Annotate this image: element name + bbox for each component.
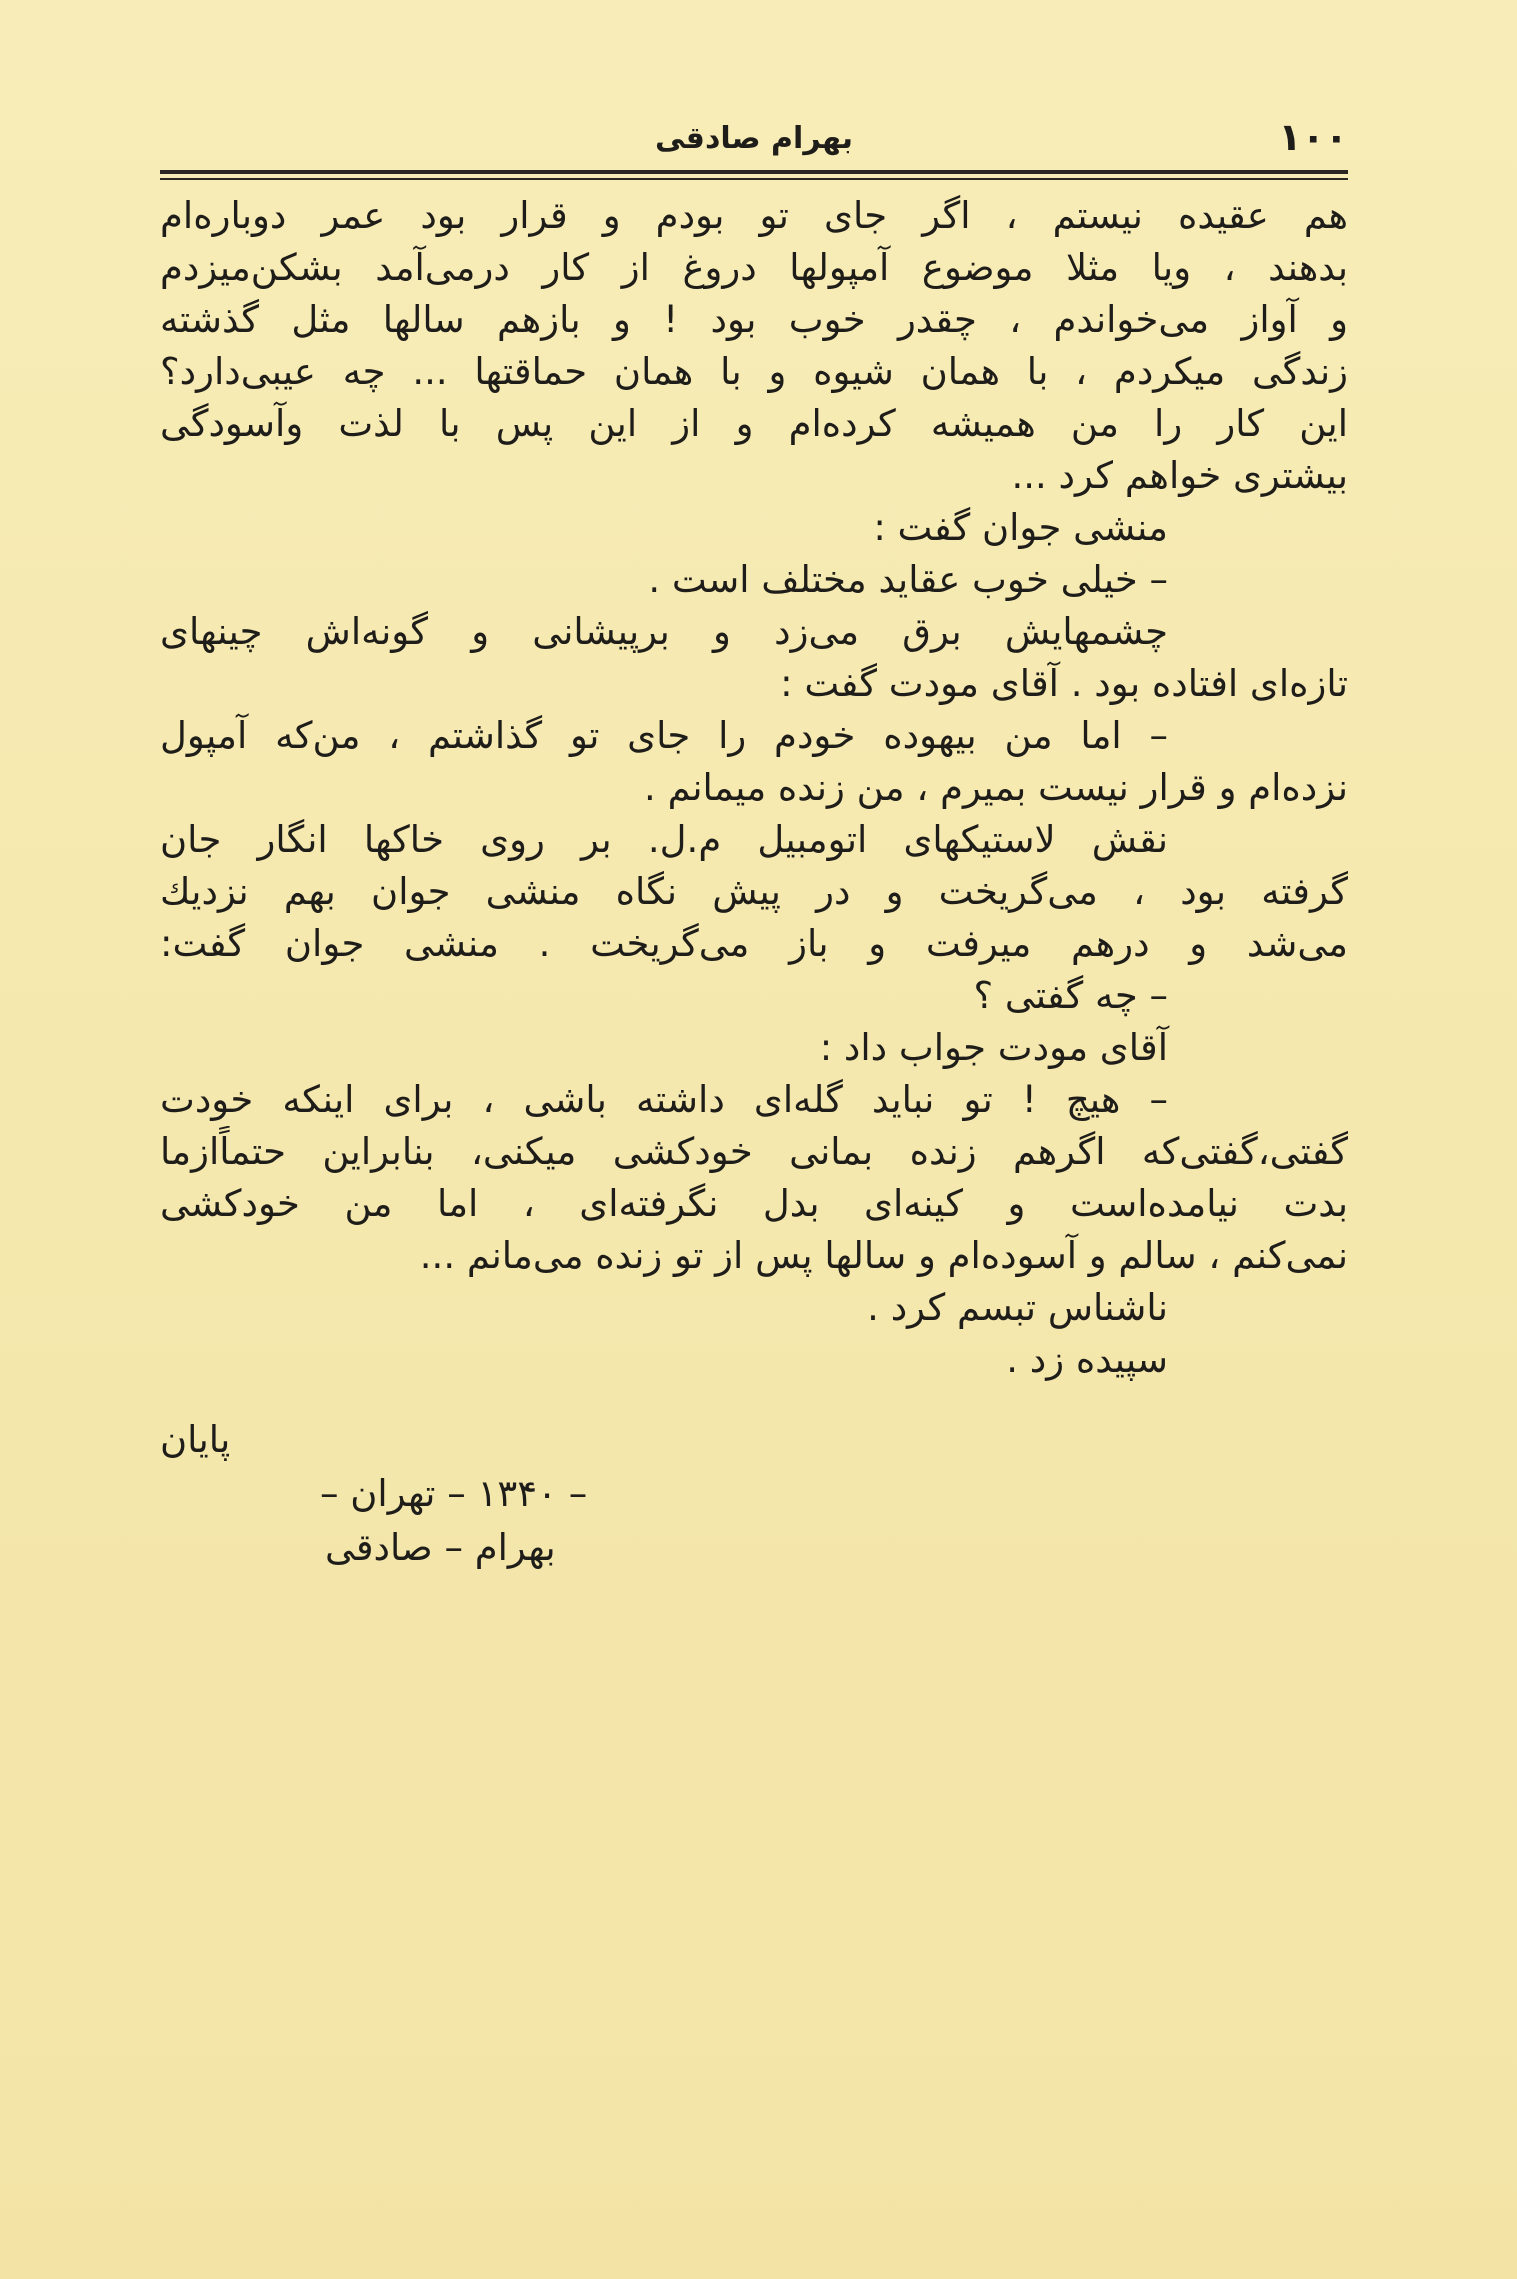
text-line: – هیچ ! تو نباید گله‌ای داشته باشی ، برای اینکه خودت <box>160 1078 1168 1121</box>
text-line: نمی‌کنم ، سالم و آسوده‌ام و سالها پس از تو زنده می‌مانم ... <box>419 1234 1348 1277</box>
text-line: سپیده زد . <box>1006 1338 1168 1381</box>
body-text <box>160 190 1348 1386</box>
text-line: – اما من بیهوده خودم را جای تو گذاشتم ، من‌که آمپول <box>160 714 1168 757</box>
text-line: بدهند ، ویا مثلا موضوع آمپولها دروغ از کار درمی‌آمد بشکن‌میزدم <box>160 246 1348 289</box>
place-date: – ۱۳۴۰ – تهران – <box>320 1472 588 1515</box>
text-line: منشی جوان گفت : <box>873 506 1168 549</box>
page-number: ۱۰۰ <box>1278 115 1348 159</box>
text-line: تازه‌ای افتاده بود . آقای مودت گفت : <box>780 662 1348 705</box>
author-signature: بهرام – صادقی <box>325 1526 556 1569</box>
text-line: زندگی میکردم ، با همان شیوه و با همان حماقتها ... چه عیبی‌دارد؟ <box>160 350 1348 393</box>
text-line: – خیلی خوب عقاید مختلف است . <box>648 558 1168 601</box>
text-line: بیشتری خواهم کرد ... <box>1011 454 1348 497</box>
text-line: نزده‌ام و قرار نیست بمیرم ، من زنده میمانم . <box>644 766 1348 809</box>
text-line: چشمهایش برق می‌زد و برپیشانی و گونه‌اش چینهای <box>160 610 1168 653</box>
text-line: نقش لاستیکهای اتومبیل م.ل. بر روی خاکها انگار جان <box>160 818 1168 861</box>
header-rule-thin <box>160 178 1348 180</box>
running-title: بهرام صادقی <box>654 121 854 156</box>
end-word: پایان <box>160 1418 231 1461</box>
text-line: گفتی،گفتی‌که اگرهم زنده بمانی خودکشی میکنی، بنابراین حتماًازما <box>160 1130 1348 1173</box>
text-line: ناشناس تبسم کرد . <box>867 1286 1168 1329</box>
text-line: این کار را من همیشه کرده‌ام و از این پس با لذت وآسودگی <box>160 402 1348 445</box>
text-line: هم عقیده نیستم ، اگر جای تو بودم و قرار بود عمر دوباره‌ام <box>160 194 1348 237</box>
text-line: – چه گفتی ؟ <box>973 974 1168 1017</box>
text-line: بدت نیامده‌است و کینه‌ای بدل نگرفته‌ای ، اما من خودکشی <box>160 1182 1348 1225</box>
text-line: می‌شد و درهم میرفت و باز می‌گریخت . منشی جوان گفت: <box>160 922 1348 965</box>
header-rule-thick <box>160 170 1348 174</box>
text-line: و آواز می‌خواندم ، چقدر خوب بود ! و بازهم سالها مثل گذشته <box>160 298 1348 341</box>
text-line: آقای مودت جواب داد : <box>819 1026 1168 1069</box>
text-line: گرفته بود ، می‌گریخت و در پیش نگاه منشی جوان بهم نزدیك <box>160 870 1348 913</box>
page-header <box>160 115 1348 165</box>
